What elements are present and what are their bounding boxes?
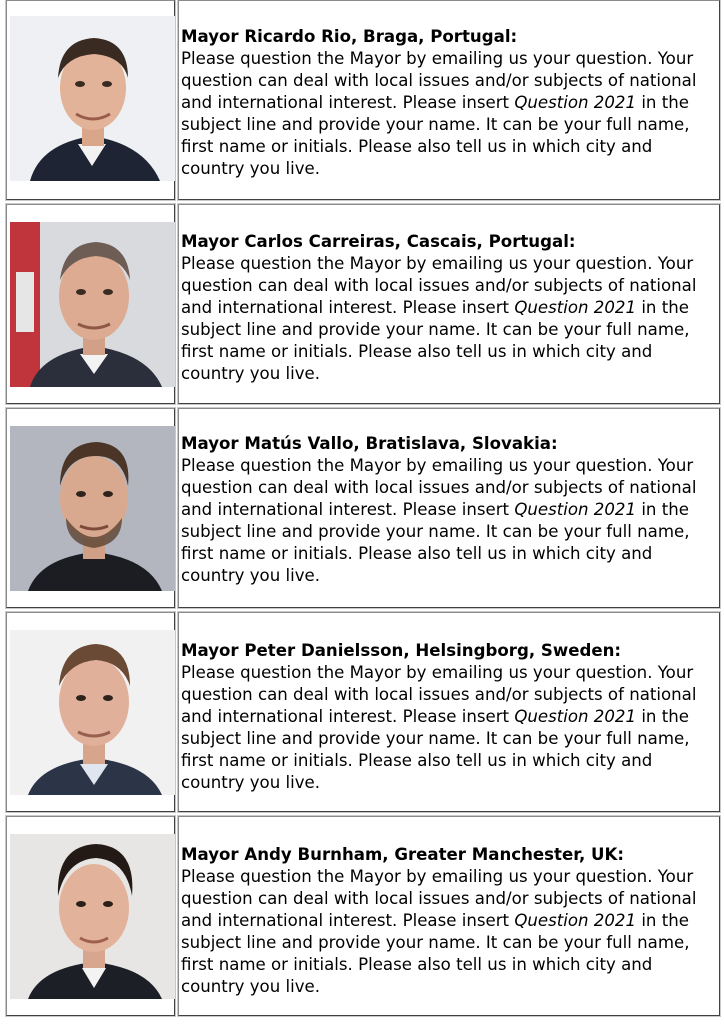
mayors-table	[6, 0, 720, 996]
photo-cell	[6, 816, 175, 1016]
subject-line-phrase: Question 2021	[514, 93, 637, 112]
description-cell	[178, 612, 720, 812]
photo-cell	[6, 408, 175, 608]
subject-line-phrase: Question 2021	[514, 298, 637, 317]
description-cell	[178, 408, 720, 608]
mayor-name: Mayor Carlos Carreiras, Cascais, Portugal:	[181, 232, 576, 251]
description-cell	[178, 204, 720, 404]
mayor-name: Mayor Andy Burnham, Greater Manchester, UK:	[181, 845, 625, 864]
subject-line-phrase: Question 2021	[514, 911, 637, 930]
description-cell	[178, 816, 720, 1016]
mayor-description: Please question the Mayor by emailing us your question. Your question can deal with local issues and/or subjects of national and international interest. Please insert Question 2021 in the subject line and provide your name. It can be your full name, first name or initials. Please also tell us in which city and country you live.	[181, 49, 697, 178]
mayor-portrait	[10, 426, 175, 591]
mayor-portrait	[10, 222, 175, 387]
mayor-name: Mayor Ricardo Rio, Braga, Portugal:	[181, 27, 518, 46]
mayor-portrait	[10, 834, 175, 999]
mayor-description: Please question the Mayor by emailing us your question. Your question can deal with local issues and/or subjects of national and international interest. Please insert Question 2021 in the subject line and provide your name. It can be your full name, first name or initials. Please also tell us in which city and country you live.	[181, 867, 697, 996]
mayor-portrait	[10, 16, 175, 181]
subject-line-phrase: Question 2021	[514, 500, 637, 519]
mayor-portrait	[10, 630, 175, 795]
description-cell	[178, 0, 720, 200]
subject-line-phrase: Question 2021	[514, 707, 637, 726]
table-row	[6, 0, 720, 202]
mayor-description: Please question the Mayor by emailing us your question. Your question can deal with local issues and/or subjects of national and international interest. Please insert Question 2021 in the subject line and provide your name. It can be your full name, first name or initials. Please also tell us in which city and country you live.	[181, 254, 697, 383]
mayor-description: Please question the Mayor by emailing us your question. Your question can deal with local issues and/or subjects of national and international interest. Please insert Question 2021 in the subject line and provide your name. It can be your full name, first name or initials. Please also tell us in which city and country you live.	[181, 663, 697, 792]
mayor-name: Mayor Peter Danielsson, Helsingborg, Sweden:	[181, 641, 622, 660]
photo-cell	[6, 204, 175, 404]
mayor-name: Mayor Matús Vallo, Bratislava, Slovakia:	[181, 434, 558, 453]
photo-cell	[6, 612, 175, 812]
photo-cell	[6, 0, 175, 200]
mayor-description: Please question the Mayor by emailing us your question. Your question can deal with local issues and/or subjects of national and international interest. Please insert Question 2021 in the subject line and provide your name. It can be your full name, first name or initials. Please also tell us in which city and country you live.	[181, 456, 697, 585]
